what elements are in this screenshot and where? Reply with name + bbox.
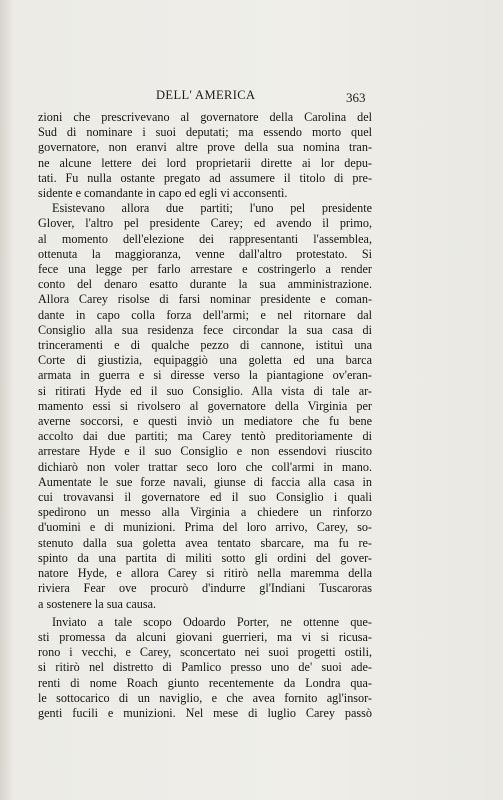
text-line: Aumentate le sue forze navali, giunse di faccia alla casa in bbox=[38, 474, 372, 489]
text-line: armata in guerra e si diresse verso la piantagione ov'eran- bbox=[38, 368, 372, 383]
text-line: spinto da una partita di militi sotto gli ordini del gover- bbox=[38, 550, 372, 565]
text-line: Corte di giustizia, equipaggiò una goletta ed una barca bbox=[38, 353, 372, 368]
text-line: ne alcune lettere dei lord proprietarii dirette ai lor depu- bbox=[38, 155, 372, 170]
text-line: al momento dell'elezione dei rappresentanti l'assemblea, bbox=[38, 231, 372, 246]
text-line: governatore, non eranvi altre prove della sua nomina tran- bbox=[38, 140, 372, 155]
text-line: si ritirati Hyde ed il suo Consiglio. Alla vista di tale ar- bbox=[38, 383, 372, 398]
running-title: DELL' AMERICA bbox=[156, 88, 256, 102]
text-line: conto del denaro esatto durante la sua amministrazione. bbox=[38, 277, 372, 292]
text-line: sidente e comandante in capo ed egli vi acconsentì. bbox=[38, 186, 288, 201]
text-line: Esistevano allora due partiti; l'uno pel presidente bbox=[52, 201, 372, 216]
text-line: le sottocarico di un naviglio, e che avea fornito agl'insor- bbox=[38, 690, 372, 705]
text-line: dante in capo colla forza dell'armi; e nel ritornare dal bbox=[38, 307, 372, 322]
text-line: Inviato a tale scopo Odoardo Porter, ne ottenne que- bbox=[52, 614, 372, 629]
text-line: d'uomini e di munizioni. Prima del loro arrivo, Carey, so- bbox=[38, 520, 372, 535]
body-text bbox=[38, 110, 372, 721]
text-line: Allora Carey risolse di farsi nominar presidente e coman- bbox=[38, 292, 372, 307]
text-line: riviera Fear ove procurò d'indurre gl'Indiani Tuscaroras bbox=[38, 581, 372, 596]
text-line: renti di nome Roach giunto recentemente da Londra qua- bbox=[38, 675, 372, 690]
text-line: stenuto dalla sua goletta avea tentato sbarcare, ma fu re- bbox=[38, 535, 372, 550]
text-line: sti promessa da alcuni giovani guerrieri, ma vi si ricusa- bbox=[38, 629, 372, 644]
text-line: tati. Fu nulla ostante pregato ad assumere il titolo di pre- bbox=[38, 170, 372, 185]
text-line: genti fucili e munizioni. Nel mese di luglio Carey passò bbox=[38, 705, 372, 720]
text-line: rono i vecchi, e Carey, sconcertato nei suoi progetti ostili, bbox=[38, 645, 372, 660]
page-number: 363 bbox=[346, 90, 366, 105]
text-line: Consiglio alla sua residenza fece circondar la sua casa di bbox=[38, 322, 372, 337]
text-line: trinceramenti e di qualche pezzo di cannone, istituì una bbox=[38, 338, 372, 353]
text-line: ottenuta la maggioranza, venne dall'altro protestato. Si bbox=[38, 246, 372, 261]
text-line: dichiarò non voler trattar seco loro che coll'armi in mano. bbox=[38, 459, 372, 474]
text-line: cui trovavansi il governatore ed il suo Consiglio i quali bbox=[38, 490, 372, 505]
text-line: fece una legge per farlo arrestare e costringerlo a render bbox=[38, 262, 372, 277]
text-line: zioni che prescrivevano al governatore della Carolina del bbox=[38, 110, 372, 124]
text-line: Glover, l'altro pel presidente Carey; ed avendo il primo, bbox=[38, 216, 372, 231]
text-line: a sostenere la sua causa. bbox=[38, 596, 157, 611]
text-line: accolto dai due partiti; ma Carey tentò preditoriamente di bbox=[38, 429, 372, 444]
text-line: si ritirò nel distretto di Pamlico presso uno de' suoi ade- bbox=[38, 660, 372, 675]
text-line: Sud di nominare i suoi deputati; ma essendo morto quel bbox=[38, 125, 372, 140]
text-line: natore Hyde, e allora Carey si ritirò nella maremma della bbox=[38, 566, 372, 581]
text-line: mamento essi si rivolsero al governatore della Virginia per bbox=[38, 398, 372, 413]
text-line: arrestare Hyde e il suo Consiglio e non essendovi riuscito bbox=[38, 444, 372, 459]
text-line: spedirono un messo alla Virginia a chiedere un rinforzo bbox=[38, 505, 372, 520]
text-line: averne soccorsi, e questi inviò un mediatore che fu bene bbox=[38, 414, 372, 429]
